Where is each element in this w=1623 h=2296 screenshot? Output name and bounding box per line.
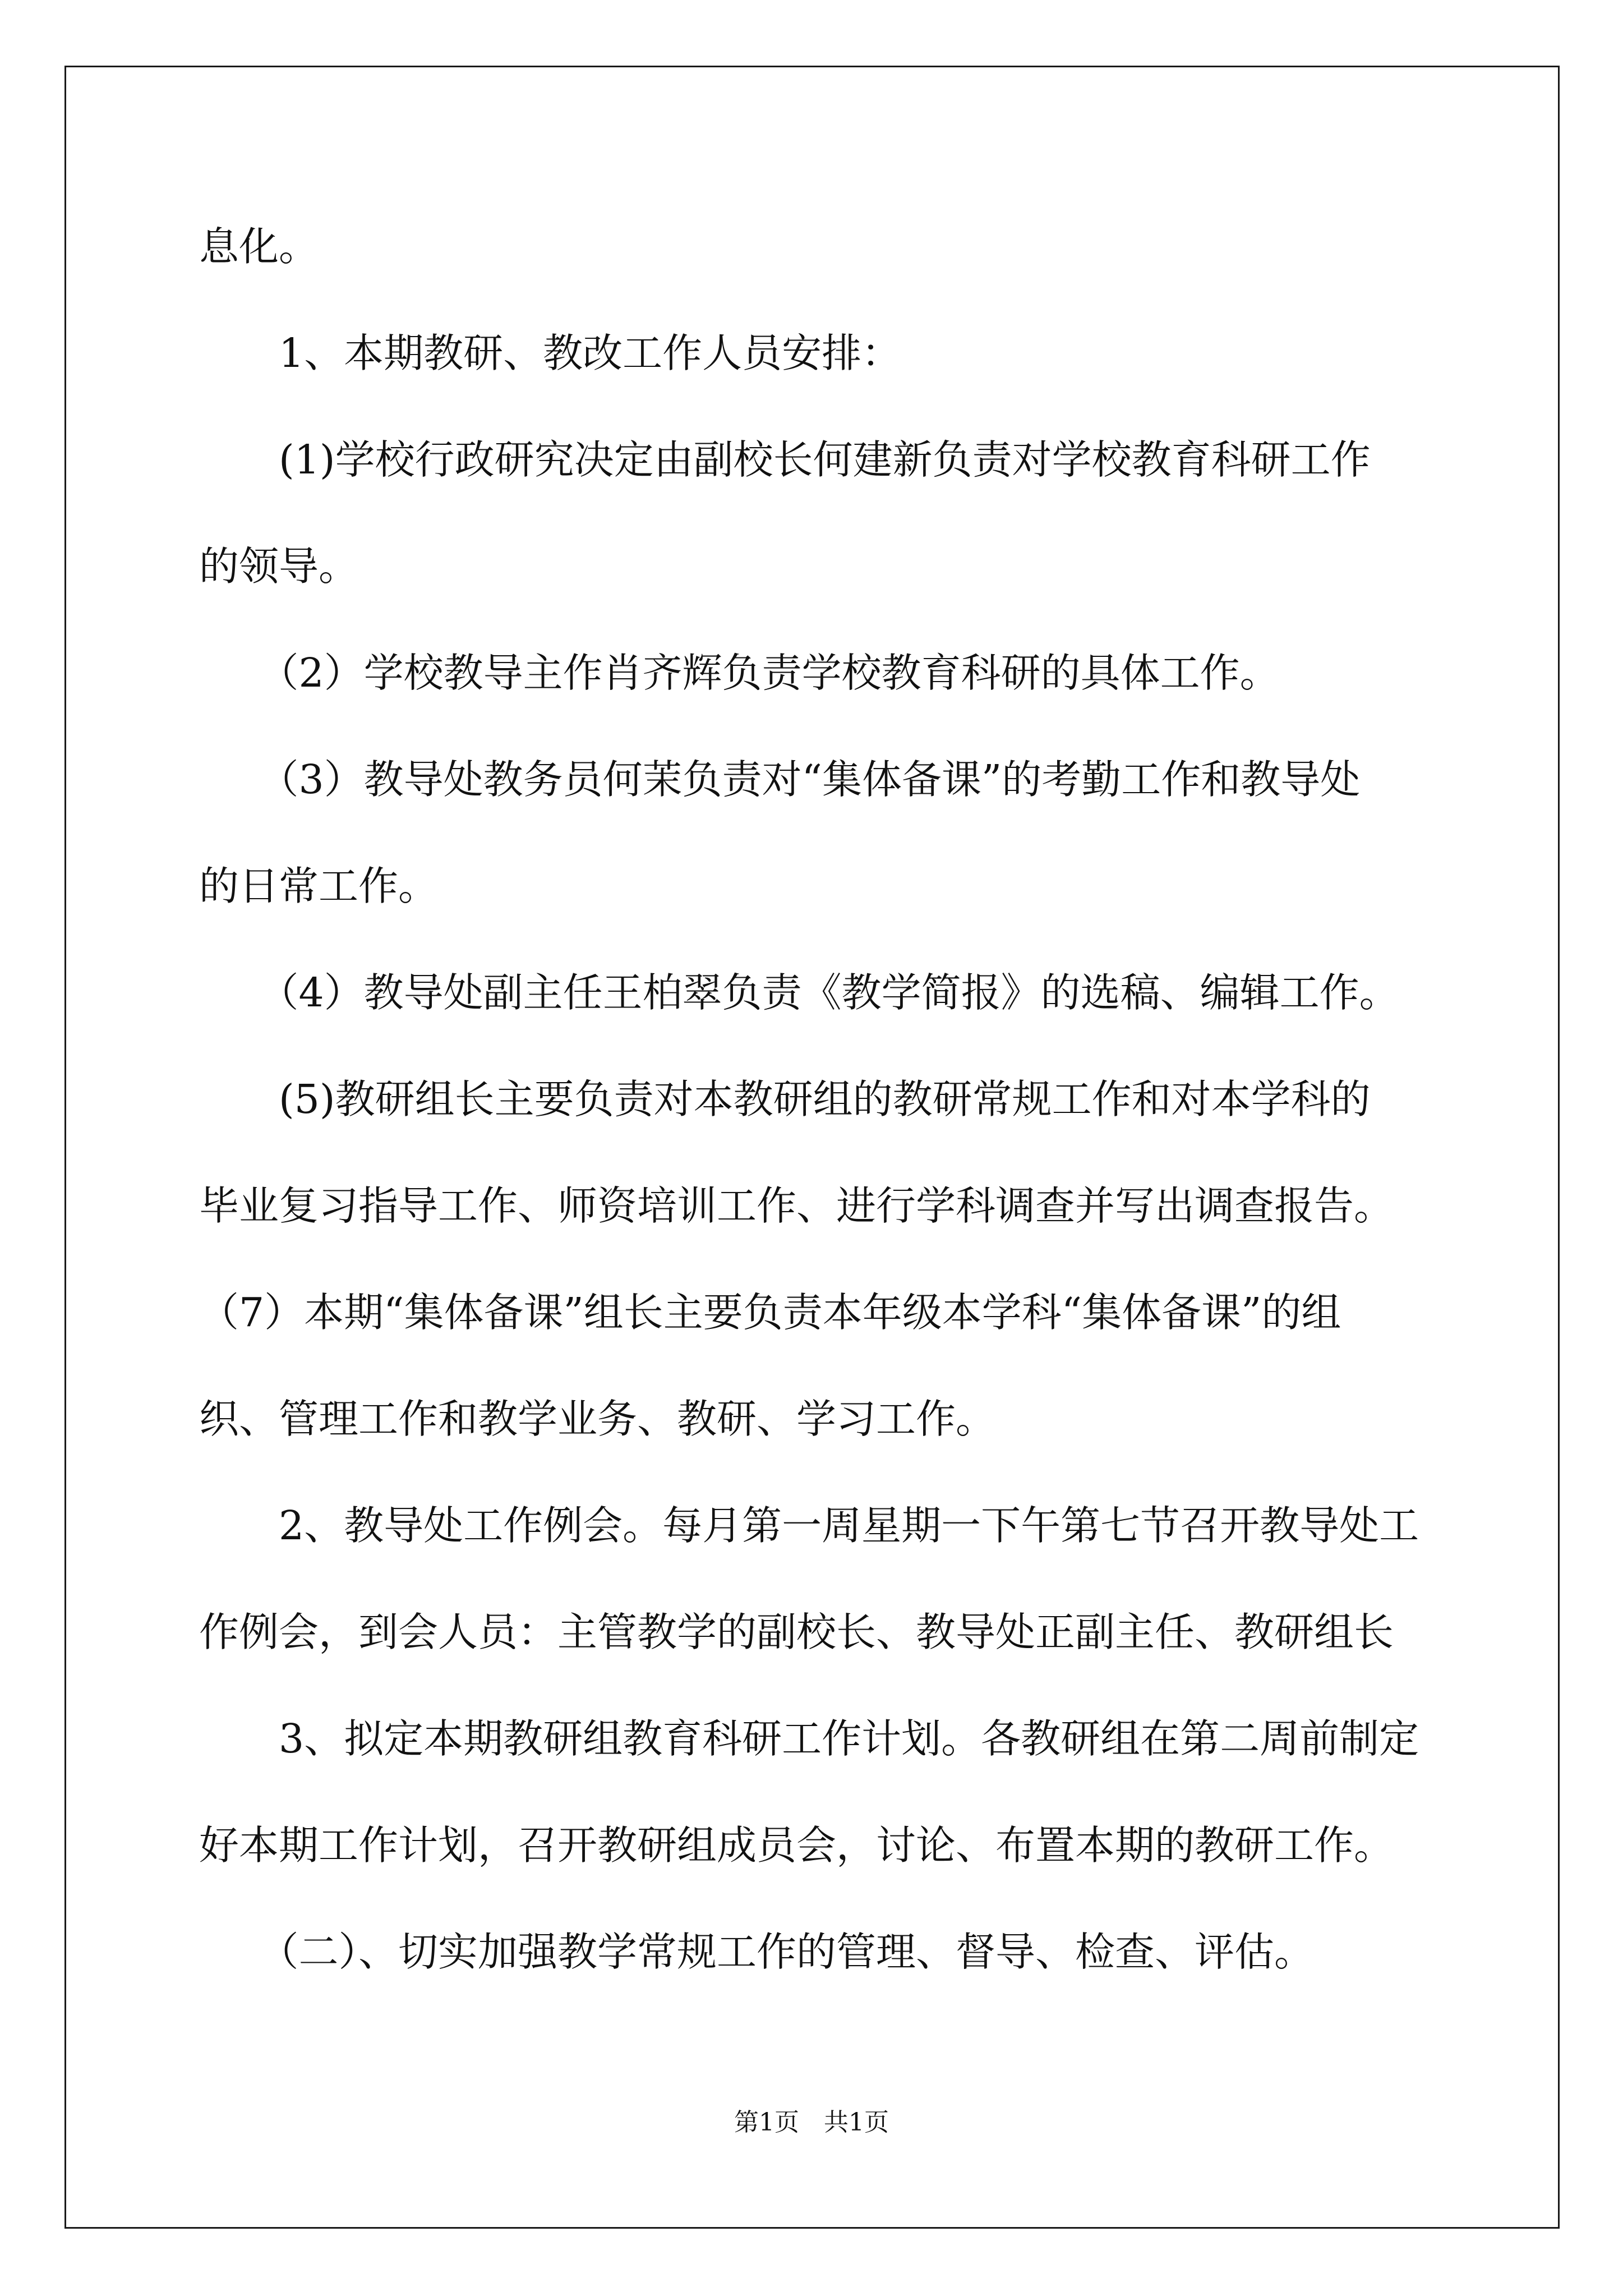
text-line-7: 的日常工作。 — [199, 863, 439, 909]
page-footer: 第1页 共1页 — [734, 2108, 889, 2137]
text-line-16: 好本期工作计划，召开教研组成员会，讨论、布置本期的教研工作。 — [199, 1822, 1394, 1869]
text-line-10: 毕业复习指导工作、师资培训工作、进行学科调查并写出调查报告。 — [199, 1182, 1394, 1229]
text-line-11: （7）本期“集体备课”组长主要负责本年级本学科“集体备课”的组 — [199, 1289, 1341, 1336]
text-line-14: 作例会，到会人员：主管教学的副校长、教导处正副主任、教研组长 — [199, 1609, 1394, 1655]
text-line-6: （3）教导处教务员何茉负责对“集体备课”的考勤工作和教导处 — [199, 756, 1361, 803]
text-line-3: (1)学校行政研究决定由副校长何建新负责对学校教育科研工作 — [199, 436, 1371, 483]
text-line-2: 1、本期教研、教改工作人员安排： — [199, 330, 902, 376]
text-line-15: 3、拟定本期教研组教育科研工作计划。各教研组在第二周前制定 — [199, 1715, 1419, 1762]
page-border — [64, 66, 1560, 2229]
text-line-5: （2）学校教导主作肖齐辉负责学校教育科研的具体工作。 — [199, 650, 1280, 696]
text-line-4: 的领导。 — [199, 543, 359, 590]
text-line-13: 2、教导处工作例会。每月第一周星期一下午第七节召开教导处工 — [199, 1502, 1419, 1549]
text-line-12: 织、管理工作和教学业务、教研、学习工作。 — [199, 1396, 996, 1442]
text-line-1: 息化。 — [199, 223, 319, 270]
text-line-8: （4）教导处副主任王柏翠负责《教学简报》的选稿、编辑工作。 — [199, 969, 1399, 1016]
text-line-17: （二）、切实加强教学常规工作的管理、督导、检查、评估。 — [199, 1929, 1315, 1975]
text-line-9: (5)教研组长主要负责对本教研组的教研常规工作和对本学科的 — [199, 1076, 1371, 1122]
